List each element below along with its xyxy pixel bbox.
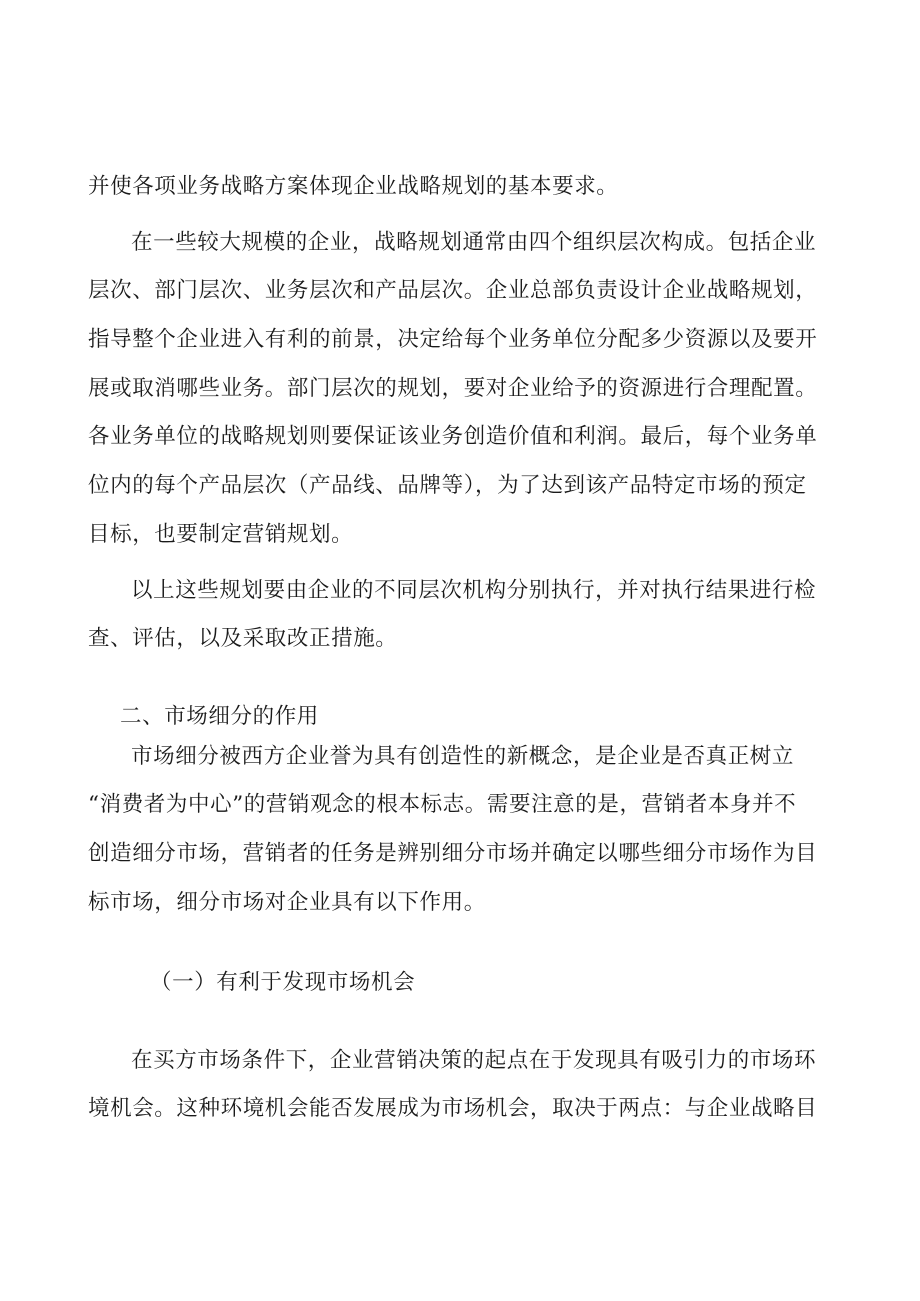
paragraph-line: 位内的每个产品层次（产品线、品牌等），为了达到该产品特定市场的预定 [88, 473, 807, 498]
paragraph-line: 创造细分市场，营销者的任务是辨别细分市场并确定以哪些细分市场作为目 [88, 841, 818, 866]
paragraph-line: 标市场，细分市场对企业具有以下作用。 [88, 890, 486, 915]
paragraph-line: 层次、部门层次、业务层次和产品层次。企业总部负责设计企业战略规划， [88, 278, 818, 303]
paragraph-line: 并使各项业务战略方案体现企业战略规划的基本要求。 [88, 174, 619, 199]
paragraph-line: 在一些较大规模的企业，战略规划通常由四个组织层次构成。包括企业 [131, 230, 817, 255]
paragraph-line: 指导整个企业进入有利的前景，决定给每个业务单位分配多少资源以及要开 [88, 327, 818, 352]
paragraph-line: 查、评估，以及采取改正措施。 [88, 626, 398, 651]
paragraph-line: 以上这些规划要由企业的不同层次机构分别执行，并对执行结果进行检 [131, 578, 817, 603]
paragraph-line: 在买方市场条件下，企业营销决策的起点在于发现具有吸引力的市场环 [131, 1048, 817, 1073]
subsection-heading: （一）有利于发现市场机会 [150, 970, 416, 995]
section-heading: 二、市场细分的作用 [120, 704, 319, 729]
paragraph-line: 展或取消哪些业务。部门层次的规划，要对企业给予的资源进行合理配置。 [88, 376, 818, 401]
paragraph-line: 市场细分被西方企业誉为具有创造性的新概念，是企业是否真正树立 [131, 744, 795, 769]
paragraph-line: 各业务单位的战略规划则要保证该业务创造价值和利润。最后，每个业务单 [88, 424, 818, 449]
paragraph-line: 目标，也要制定营销规划。 [88, 522, 354, 547]
paragraph-line: “消费者为中心”的营销观念的根本标志。需要注意的是，营销者本身并不 [88, 792, 797, 817]
paragraph-line: 境机会。这种环境机会能否发展成为市场机会，取决于两点：与企业战略目 [88, 1096, 818, 1121]
